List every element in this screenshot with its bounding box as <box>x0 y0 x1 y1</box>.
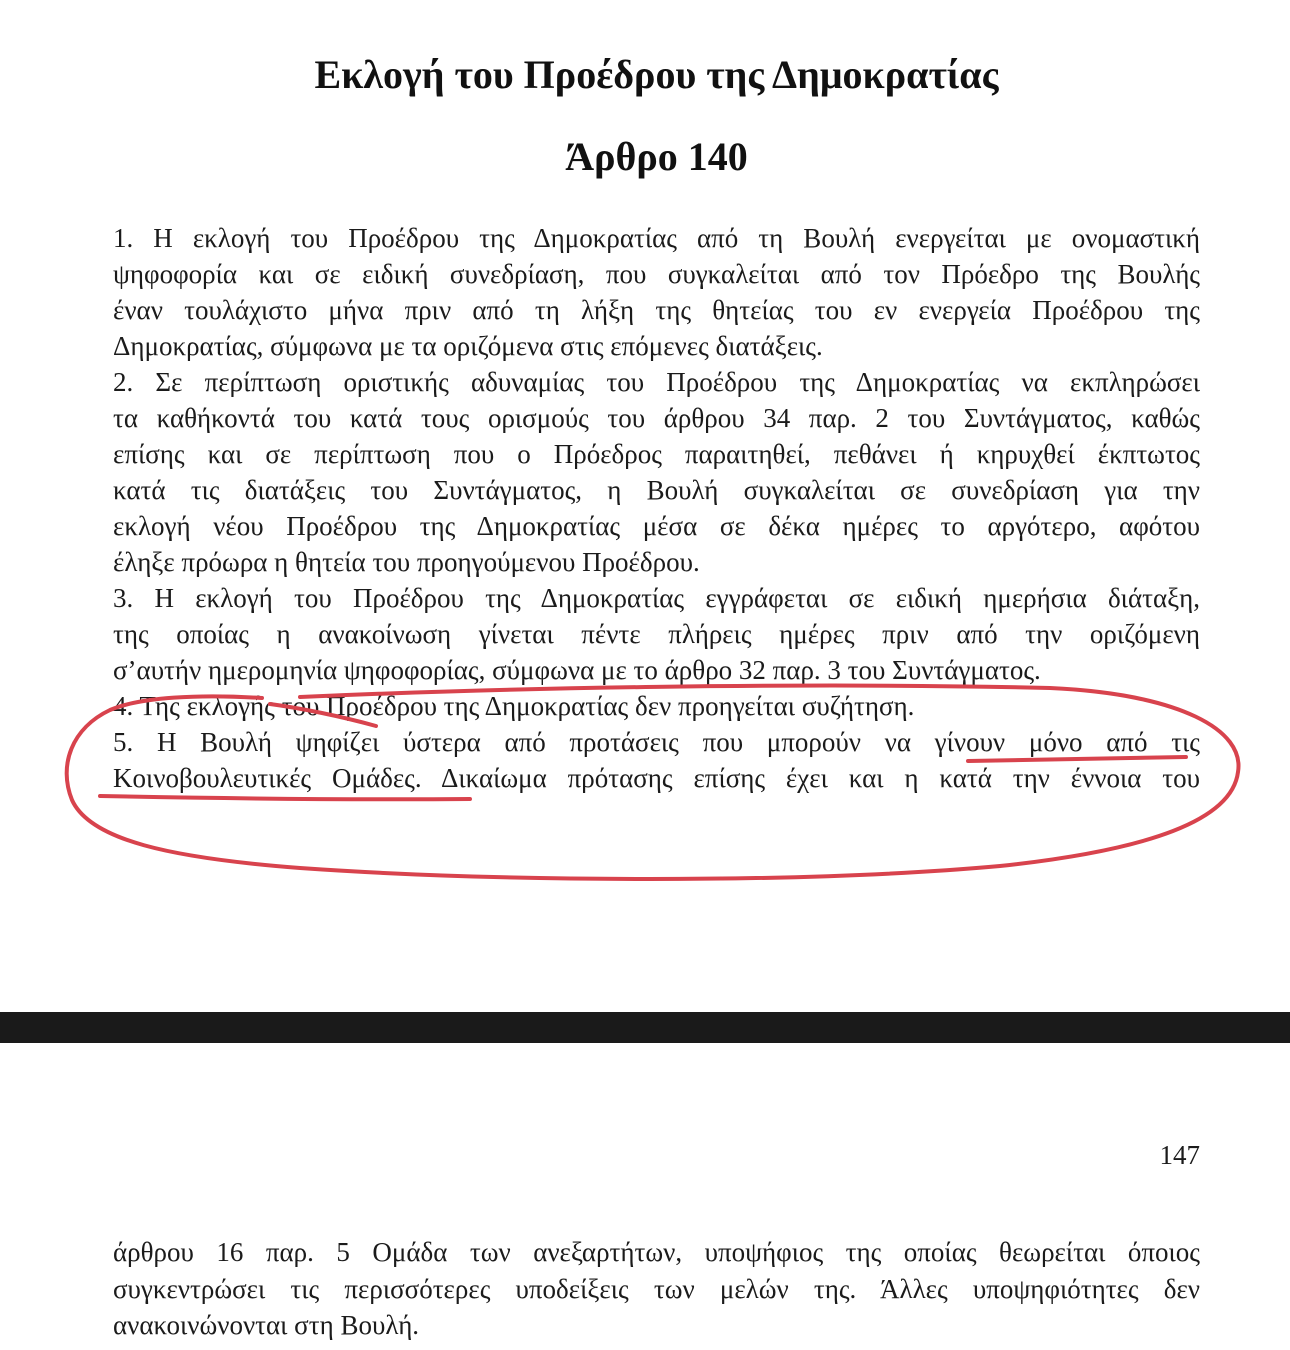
paragraph-4 <box>113 688 1200 724</box>
paragraph-5 <box>113 724 1200 796</box>
page-number: 147 <box>1159 1140 1200 1170</box>
text-line: 4. Της εκλογής του Προέδρου της Δημοκρατίας δεν προηγείται συζήτηση. <box>113 691 915 721</box>
red-ink-underline-koinovouleftikes-omades <box>100 796 470 799</box>
section-title: Εκλογή του Προέδρου της Δημοκρατίας <box>314 52 999 97</box>
text-line: 5. Η Βουλή ψηφίζει ύστερα από προτάσεις που μπορούν να γίνουν μόνο από τις <box>113 727 1200 757</box>
text-line: Δημοκρατίας, σύμφωνα με τα οριζόμενα στις επόμενες διατάξεις. <box>113 331 823 361</box>
text-line: άρθρου 16 παρ. 5 Ομάδα των ανεξαρτήτων, υποψήφιος της οποίας θεωρείται όποιος <box>113 1237 1200 1267</box>
text-line: ανακοινώνονται στη Βουλή. <box>113 1310 420 1340</box>
text-line: εκλογή νέου Προέδρου της Δημοκρατίας μέσα σε δέκα ημέρες το αργότερο, αφότου <box>113 511 1200 541</box>
text-line: 2. Σε περίπτωση οριστικής αδυναμίας του Προέδρου της Δημοκρατίας να εκπληρώσει <box>113 367 1200 397</box>
paragraph-2 <box>113 364 1200 580</box>
text-line: συγκεντρώσει τις περισσότερες υποδείξεις των μελών της. Άλλες υποψηφιότητες δεν <box>113 1273 1200 1304</box>
article-body <box>113 220 1200 796</box>
text-line: 1. Η εκλογή του Προέδρου της Δημοκρατίας από τη Βουλή ενεργείται με ονομαστική <box>113 223 1200 253</box>
paragraph-1 <box>113 220 1200 364</box>
text-line: 3. Η εκλογή του Προέδρου της Δημοκρατίας εγγράφεται σε ειδική ημερήσια διάταξη, <box>113 583 1200 613</box>
text-line: της οποίας η ανακοίνωση γίνεται πέντε πλήρεις ημέρες πριν από την οριζόμενη <box>113 619 1200 649</box>
paragraph-3 <box>113 580 1200 688</box>
text-line: έληξε πρόωρα η θητεία του προηγούμενου Προέδρου. <box>113 547 700 577</box>
article-heading: Άρθρο 140 <box>565 134 748 179</box>
page-divider-bar <box>0 1012 1290 1043</box>
text-line: Κοινοβουλευτικές Ομάδες. Δικαίωμα πρότασης επίσης έχει και η κατά την έννοια του <box>113 763 1200 793</box>
text-line: κατά τις διατάξεις του Συντάγματος, η Βουλή συγκαλείται σε συνεδρίαση για την <box>113 475 1200 505</box>
text-line: ψηφοφορία και σε ειδική συνεδρίαση, που συγκαλείται από τον Πρόεδρο της Βουλής <box>113 259 1200 289</box>
next-page-body <box>113 1234 1200 1344</box>
text-line: τα καθήκοντά του κατά τους ορισμούς του άρθρου 34 παρ. 2 του Συντάγματος, καθώς <box>113 403 1200 433</box>
text-line: σ’αυτήν ημερομηνία ψηφοφορίας, σύμφωνα με το άρθρο 32 παρ. 3 του Συντάγματος. <box>113 655 1041 685</box>
text-line: επίσης και σε περίπτωση που ο Πρόεδρος παραιτηθεί, πεθάνει ή κηρυχθεί έκπτωτος <box>113 439 1200 469</box>
text-line: έναν τουλάχιστο μήνα πριν από τη λήξη της θητείας του εν ενεργεία Προέδρου της <box>113 295 1200 325</box>
